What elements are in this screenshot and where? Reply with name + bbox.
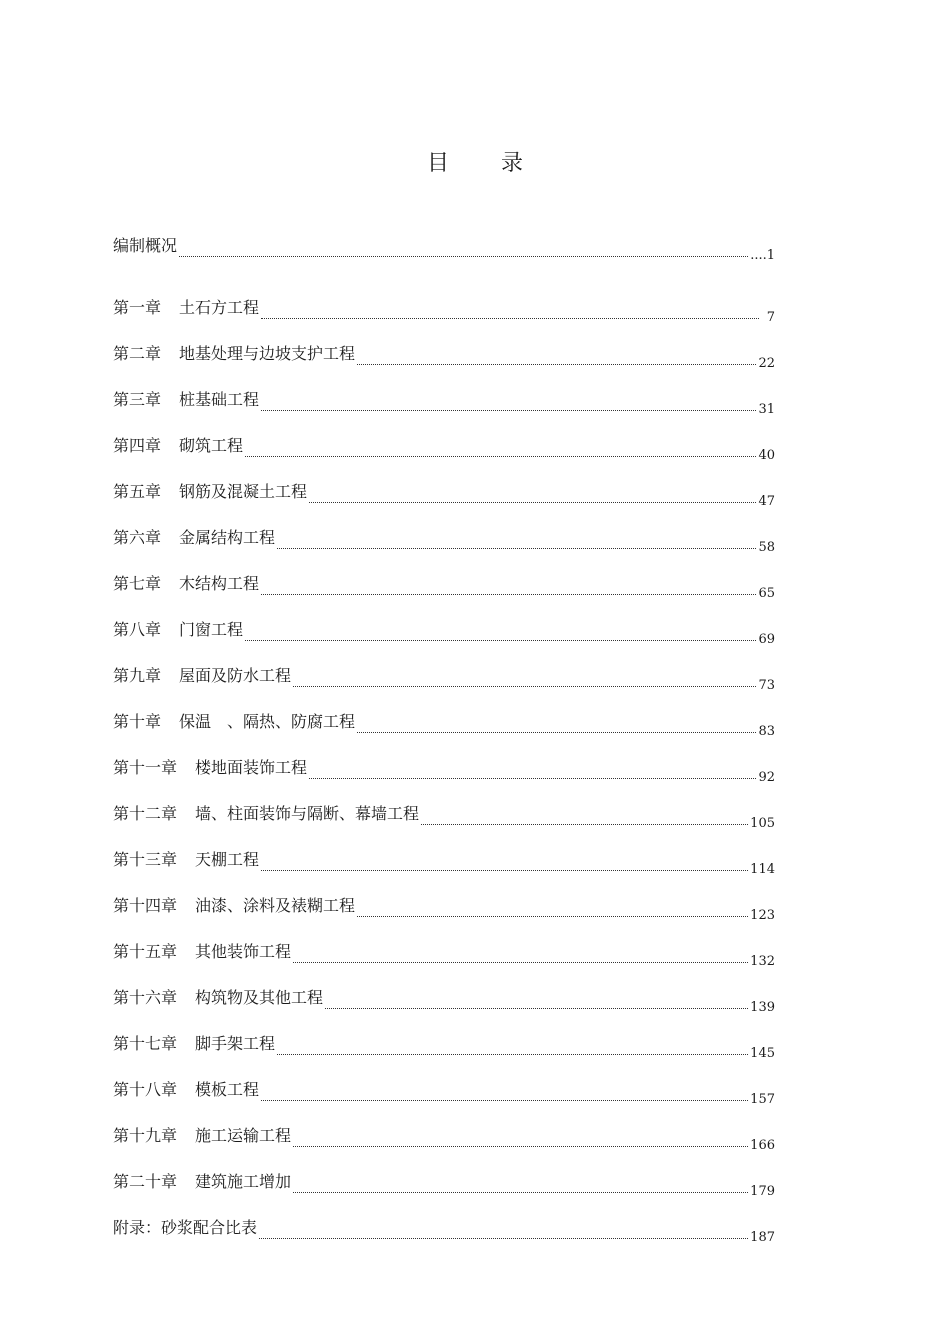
toc-page-number: 187 (750, 1230, 775, 1245)
toc-page-number: 47 (758, 494, 775, 509)
toc-entry[interactable] (113, 1192, 775, 1245)
toc-chapter-title: 附录：砂浆配合比表 (113, 1218, 258, 1237)
toc-page-number: 166 (750, 1138, 775, 1153)
toc-dot-leader (293, 685, 756, 687)
toc-page-number: 69 (758, 632, 775, 647)
toc-chapter-title: 施工运输工程 (195, 1126, 292, 1145)
toc-chapter-title: 保温 、隔热、防腐工程 (179, 712, 356, 731)
toc-entry[interactable] (113, 1100, 775, 1153)
toc-title-char-1: 目 (426, 151, 449, 176)
toc-entry-label (113, 942, 291, 962)
toc-entry-label (113, 236, 177, 256)
toc-entry-label (113, 344, 355, 364)
toc-entry-label (113, 666, 291, 686)
toc-dot-leader (309, 501, 756, 503)
toc-dot-leader (261, 317, 759, 319)
toc-entry[interactable] (113, 594, 775, 647)
toc-chapter-title: 木结构工程 (179, 574, 260, 593)
toc-entry[interactable] (113, 1008, 775, 1061)
toc-chapter-number: 第十五章 (113, 942, 178, 961)
toc-dot-leader (277, 547, 756, 549)
toc-entry-label (113, 850, 259, 870)
toc-chapter-number: 第四章 (113, 436, 162, 455)
toc-dot-leader (293, 1191, 748, 1193)
toc-dot-leader (293, 961, 748, 963)
toc-entry[interactable] (113, 456, 775, 509)
toc-chapter-title: 砌筑工程 (179, 436, 244, 455)
toc-chapter-number: 第十七章 (113, 1034, 178, 1053)
toc-entry[interactable] (113, 870, 775, 923)
toc-entry[interactable] (113, 1054, 775, 1107)
toc-entry-label (113, 758, 307, 778)
toc-entry-label (113, 482, 307, 502)
toc-chapter-number: 第五章 (113, 482, 162, 501)
toc-chapter-title: 模板工程 (195, 1080, 260, 1099)
toc-entry[interactable] (113, 686, 775, 739)
toc-page-number: 114 (750, 862, 775, 877)
toc-chapter-number: 第三章 (113, 390, 162, 409)
toc-dot-leader (293, 1145, 748, 1147)
toc-chapter-title: 油漆、涂料及裱糊工程 (195, 896, 356, 915)
toc-entry[interactable] (113, 778, 775, 831)
toc-dot-leader (277, 1053, 748, 1055)
toc-dot-leader (357, 363, 756, 365)
toc-page-number: 92 (758, 770, 775, 785)
toc-entry-label (113, 896, 355, 916)
toc-list (113, 226, 775, 1245)
toc-chapter-number: 第六章 (113, 528, 162, 547)
toc-dot-leader (309, 777, 756, 779)
toc-chapter-title: 金属结构工程 (179, 528, 276, 547)
toc-dot-leader (245, 455, 756, 457)
toc-entry-label (113, 1080, 259, 1100)
toc-entry-label (113, 1126, 291, 1146)
toc-entry[interactable] (113, 824, 775, 877)
toc-entry[interactable] (113, 502, 775, 555)
toc-entry[interactable] (113, 732, 775, 785)
toc-dot-leader (179, 255, 748, 257)
toc-entry[interactable] (113, 916, 775, 969)
toc-dot-leader (245, 639, 756, 641)
toc-dot-leader (421, 823, 748, 825)
toc-entry[interactable] (113, 226, 775, 263)
toc-page-number: 145 (750, 1046, 775, 1061)
toc-chapter-title: 编制概况 (113, 236, 178, 255)
toc-chapter-number: 第七章 (113, 574, 162, 593)
toc-chapter-title: 门窗工程 (179, 620, 244, 639)
toc-entry-label (113, 804, 419, 824)
toc-page-number: 58 (758, 540, 775, 555)
toc-chapter-title: 墙、柱面装饰与隔断、幕墙工程 (195, 804, 420, 823)
toc-entry-label (113, 574, 259, 594)
toc-chapter-number: 第二章 (113, 344, 162, 363)
toc-chapter-number: 第十二章 (113, 804, 178, 823)
toc-entry[interactable] (113, 548, 775, 601)
toc-page-number: 157 (750, 1092, 775, 1107)
toc-page-number: 65 (758, 586, 775, 601)
toc-page-number: 105 (750, 816, 775, 831)
toc-chapter-title: 桩基础工程 (179, 390, 260, 409)
toc-chapter-title: 天棚工程 (195, 850, 260, 869)
toc-page-number: ....1 (750, 248, 775, 263)
toc-title (0, 146, 950, 177)
toc-dot-leader (357, 915, 748, 917)
toc-chapter-number: 第二十章 (113, 1172, 178, 1191)
toc-entry-label (113, 988, 323, 1008)
toc-entry-label (113, 298, 259, 318)
toc-chapter-title: 屋面及防水工程 (179, 666, 292, 685)
toc-chapter-title: 地基处理与边坡支护工程 (179, 344, 356, 363)
toc-page-number: 7 (766, 310, 775, 325)
toc-page-number: 139 (750, 1000, 775, 1015)
toc-chapter-number: 第十章 (113, 712, 162, 731)
toc-chapter-number: 第一章 (113, 298, 162, 317)
toc-chapter-number: 第十六章 (113, 988, 178, 1007)
toc-chapter-number: 第十三章 (113, 850, 178, 869)
toc-entry[interactable] (113, 410, 775, 463)
toc-chapter-title: 钢筋及混凝土工程 (179, 482, 308, 501)
toc-dot-leader (261, 409, 756, 411)
toc-chapter-number: 第十八章 (113, 1080, 178, 1099)
toc-entry[interactable] (113, 318, 775, 371)
toc-page-number: 31 (758, 402, 775, 417)
toc-chapter-title: 构筑物及其他工程 (195, 988, 324, 1007)
toc-page-number: 132 (750, 954, 775, 969)
toc-dot-leader (357, 731, 756, 733)
toc-dot-leader (325, 1007, 748, 1009)
toc-chapter-title: 建筑施工增加 (195, 1172, 292, 1191)
toc-entry-label (113, 1034, 275, 1054)
toc-chapter-title: 脚手架工程 (195, 1034, 276, 1053)
toc-page-number: 73 (758, 678, 775, 693)
toc-entry-label (113, 712, 355, 732)
toc-dot-leader (261, 1099, 748, 1101)
toc-entry[interactable] (113, 272, 775, 325)
toc-page-number: 179 (750, 1184, 775, 1199)
toc-page-number: 40 (758, 448, 775, 463)
toc-dot-leader (261, 869, 748, 871)
toc-chapter-title: 楼地面装饰工程 (195, 758, 308, 777)
toc-page-number: 123 (750, 908, 775, 923)
toc-entry-label (113, 528, 275, 548)
toc-entry[interactable] (113, 640, 775, 693)
toc-entry-label (113, 390, 259, 410)
toc-chapter-number: 第八章 (113, 620, 162, 639)
toc-title-char-2: 录 (501, 151, 524, 176)
toc-chapter-number: 第十九章 (113, 1126, 178, 1145)
toc-chapter-number: 第十一章 (113, 758, 178, 777)
toc-entry[interactable] (113, 364, 775, 417)
toc-page-number: 22 (758, 356, 775, 371)
toc-chapter-number: 第十四章 (113, 896, 178, 915)
toc-entry-label (113, 1172, 291, 1192)
toc-chapter-title: 其他装饰工程 (195, 942, 292, 961)
toc-chapter-title: 土石方工程 (179, 298, 260, 317)
toc-entry[interactable] (113, 962, 775, 1015)
toc-entry-label (113, 620, 243, 640)
toc-page-number: 83 (758, 724, 775, 739)
toc-entry-label (113, 1218, 257, 1238)
toc-dot-leader (259, 1237, 748, 1239)
toc-entry-label (113, 436, 243, 456)
toc-chapter-number: 第九章 (113, 666, 162, 685)
toc-dot-leader (261, 593, 756, 595)
toc-entry[interactable] (113, 1146, 775, 1199)
